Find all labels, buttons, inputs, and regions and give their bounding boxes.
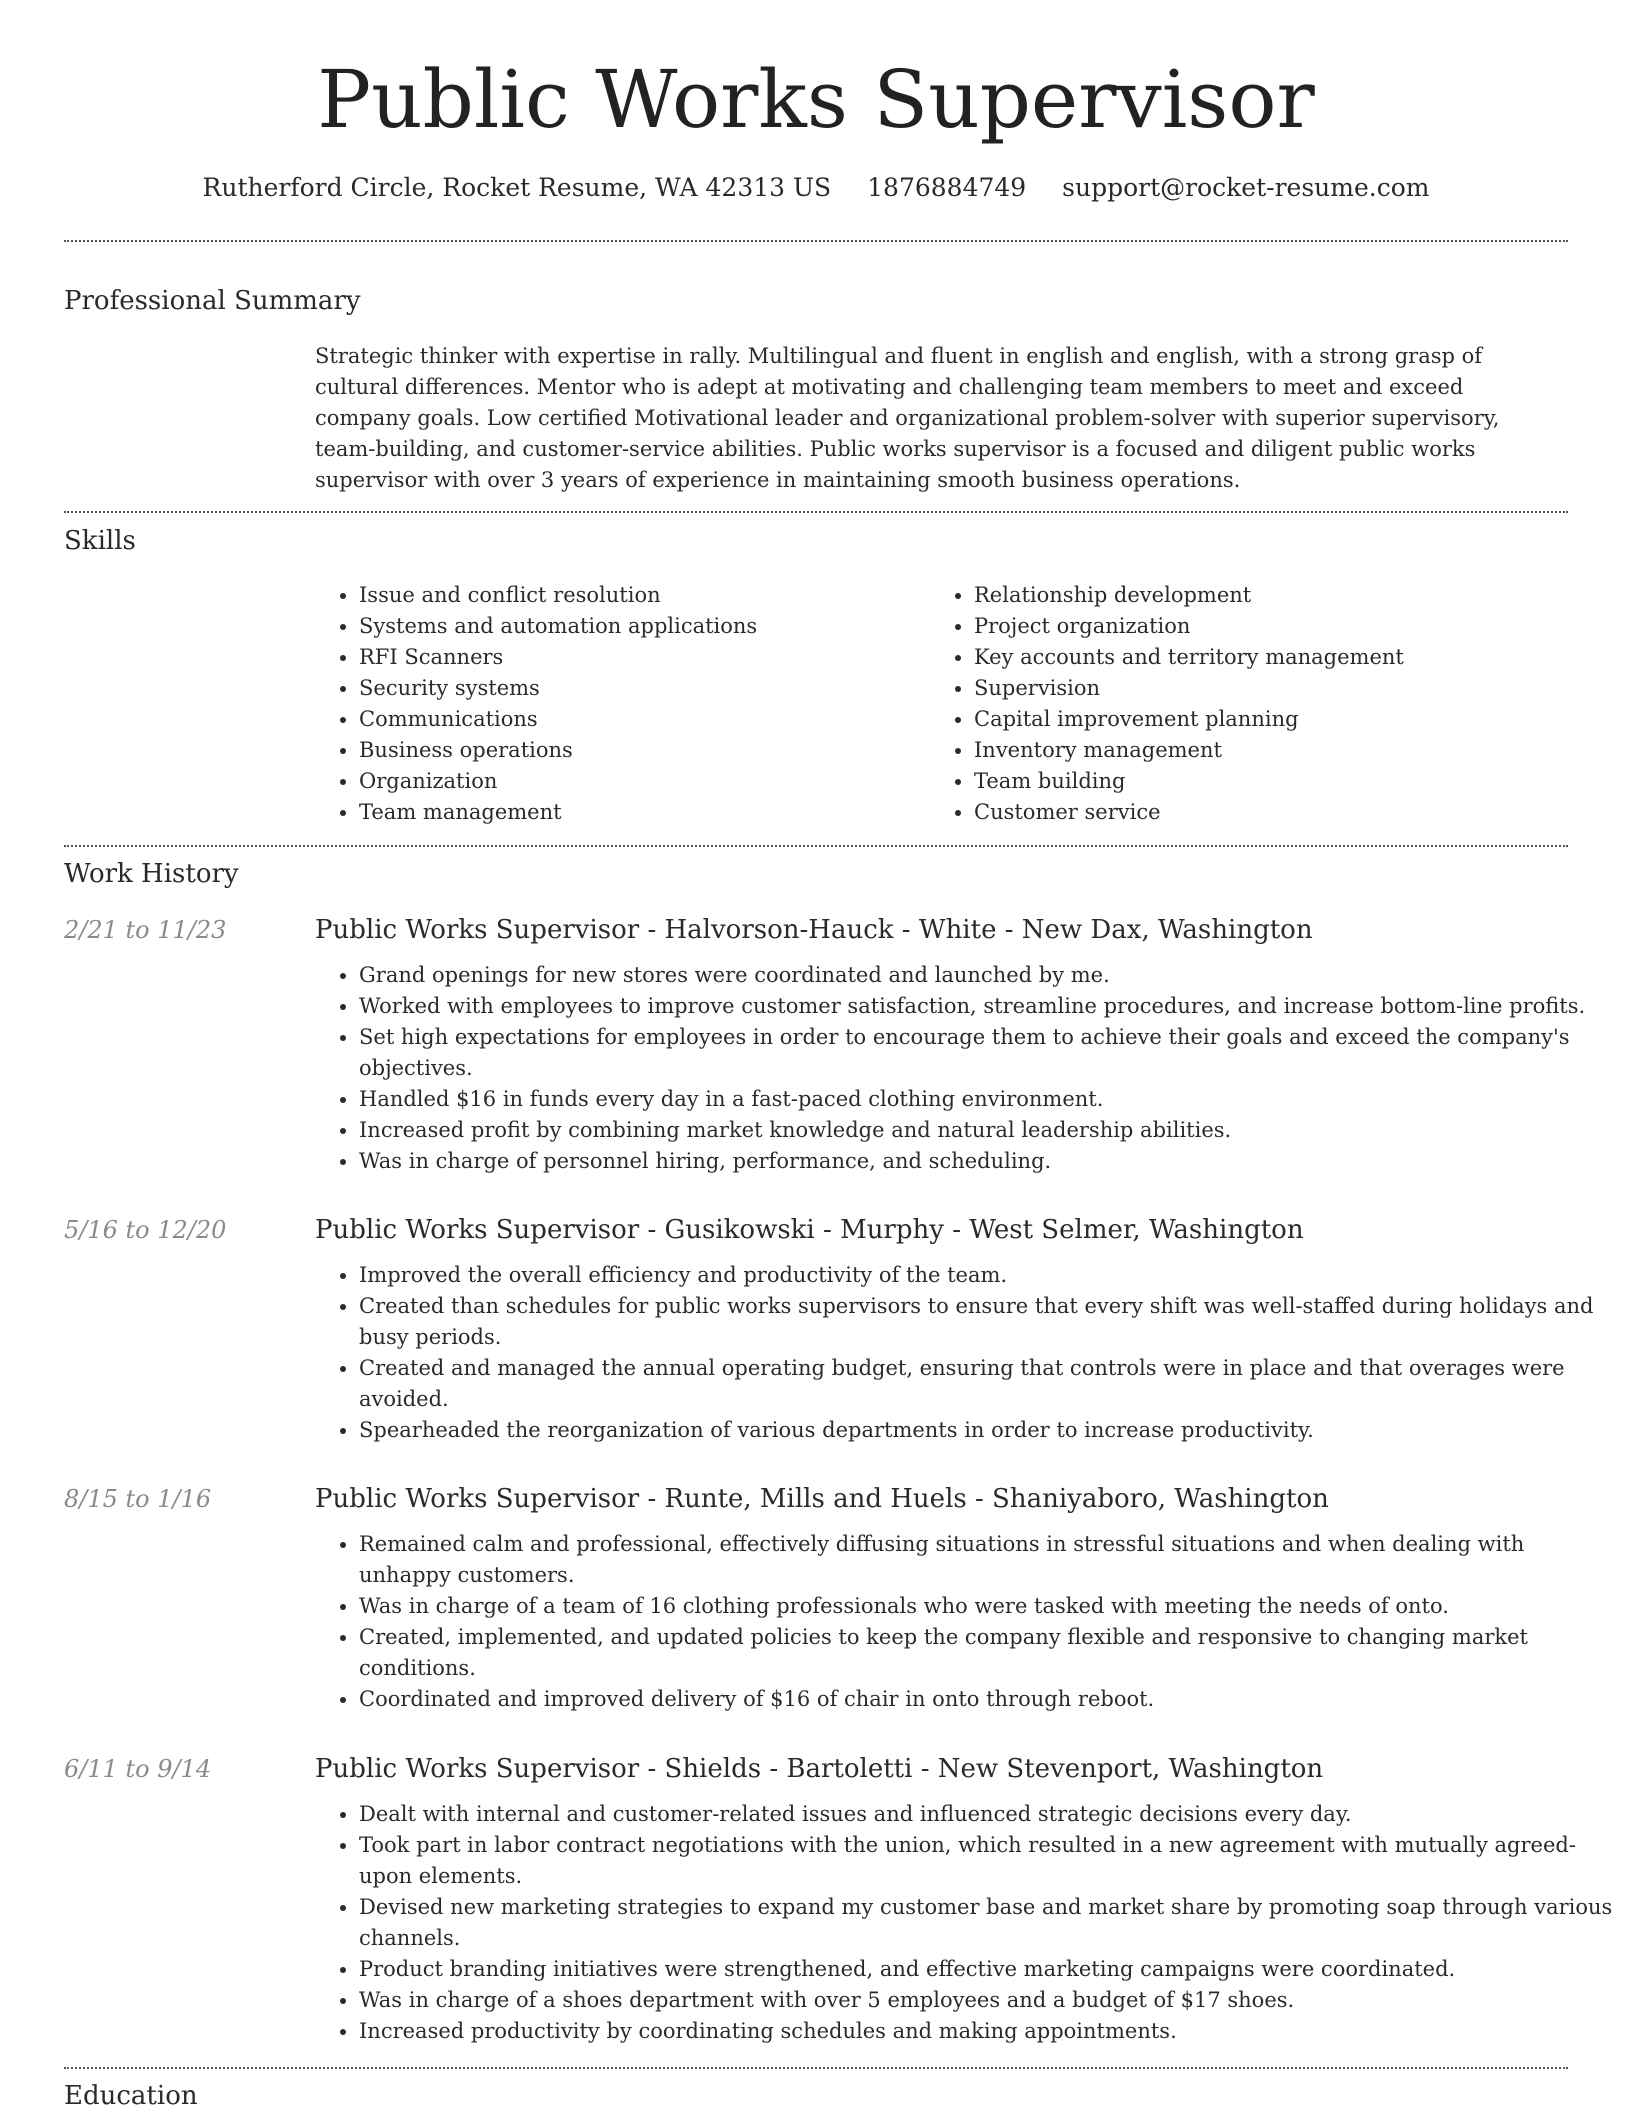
- summary-heading: Professional Summary: [64, 286, 361, 316]
- contact-address: Rutherford Circle, Rocket Resume, WA 42313 US: [202, 173, 832, 202]
- job-title: Public Works Supervisor - Halvorson-Hauck - White - New Dax, Washington: [315, 915, 1313, 945]
- skills-heading: Skills: [64, 526, 136, 556]
- skill-item: • Inventory management: [974, 735, 1404, 766]
- skill-item: • Project organization: [974, 611, 1404, 642]
- skills-list-right: [930, 580, 1404, 828]
- page-title: Public Works Supervisor: [317, 53, 1315, 146]
- skill-item: • Key accounts and territory management: [974, 642, 1404, 673]
- summary-text: Strategic thinker with expertise in rally. Multilingual and fluent in english and english, with a strong grasp of cultural differences. Mentor who is adept at motivating and challenging team members to meet and exceed company goals. Low certified Motivational leader and organizational problem-solver with superior supervisory, team-building, and customer-service abilities. Public works supervisor is a focused and diligent public works supervisor with over 3 years of experience in maintaining smooth business operations.: [315, 344, 1500, 492]
- job-bullet: • Created and managed the annual operating budget, ensuring that controls were in place and that overages were avoided.: [359, 1353, 1619, 1415]
- skill-item: • Capital improvement planning: [974, 704, 1404, 735]
- skill-item: • Team building: [974, 766, 1404, 797]
- job-bullet: • Increased productivity by coordinating schedules and making appointments.: [359, 2016, 1619, 2047]
- section-divider: [64, 240, 1568, 242]
- job-bullet: • Increased profit by combining market knowledge and natural leadership abilities.: [359, 1115, 1619, 1146]
- job-title: Public Works Supervisor - Shields - Bartoletti - New Stevenport, Washington: [315, 1754, 1324, 1784]
- skill-item: • Security systems: [359, 673, 930, 704]
- job-bullet: • Was in charge of personnel hiring, performance, and scheduling.: [359, 1146, 1619, 1177]
- job-bullets: [315, 1260, 1619, 1446]
- skill-item: • Team management: [359, 797, 930, 828]
- job-bullet: • Took part in labor contract negotiations with the union, which resulted in a new agreement with mutually agreed-upon elements.: [359, 1830, 1619, 1892]
- job-bullet: • Remained calm and professional, effectively diffusing situations in stressful situations and when dealing with unhappy customers.: [359, 1529, 1619, 1591]
- skill-item: • Customer service: [974, 797, 1404, 828]
- work-history-heading: Work History: [64, 859, 239, 889]
- contact-line: [0, 170, 1632, 206]
- job-bullet: • Grand openings for new stores were coordinated and launched by me.: [359, 960, 1619, 991]
- job-bullets: [315, 1529, 1619, 1715]
- job-bullet: • Dealt with internal and customer-related issues and influenced strategic decisions every day.: [359, 1799, 1619, 1830]
- education-heading: Education: [64, 2081, 198, 2111]
- job-bullet: • Set high expectations for employees in order to encourage them to achieve their goals and exceed the company's objectives.: [359, 1022, 1619, 1084]
- job-dates: 8/15 to 1/16: [64, 1485, 212, 1513]
- contact-phone: 1876884749: [867, 173, 1027, 202]
- skill-item: • Issue and conflict resolution: [359, 580, 930, 611]
- skill-item: • Relationship development: [974, 580, 1404, 611]
- job-bullet: • Improved the overall efficiency and productivity of the team.: [359, 1260, 1619, 1291]
- job-bullet: • Devised new marketing strategies to expand my customer base and market share by promoting soap through various channels.: [359, 1892, 1619, 1954]
- job-bullets: [315, 960, 1619, 1177]
- job-bullet: • Handled $16 in funds every day in a fast-paced clothing environment.: [359, 1084, 1619, 1115]
- job-dates: 5/16 to 12/20: [64, 1216, 227, 1244]
- skill-item: • Business operations: [359, 735, 930, 766]
- skill-item: • Systems and automation applications: [359, 611, 930, 642]
- contact-email: support@rocket-resume.com: [1062, 173, 1430, 202]
- job-dates: 2/21 to 11/23: [64, 916, 227, 944]
- job-bullet: • Worked with employees to improve customer satisfaction, streamline procedures, and increase bottom-line profits.: [359, 991, 1619, 1022]
- skill-item: • Organization: [359, 766, 930, 797]
- skills-columns: [315, 580, 1565, 828]
- job-bullet: • Product branding initiatives were strengthened, and effective marketing campaigns were coordinated.: [359, 1954, 1619, 1985]
- job-title: Public Works Supervisor - Gusikowski - Murphy - West Selmer, Washington: [315, 1215, 1304, 1245]
- job-bullet: • Spearheaded the reorganization of various departments in order to increase productivity.: [359, 1415, 1619, 1446]
- job-bullets: [315, 1799, 1619, 2047]
- job-bullet: • Coordinated and improved delivery of $16 of chair in onto through reboot.: [359, 1684, 1619, 1715]
- skills-list-left: [315, 580, 930, 828]
- job-bullet: • Was in charge of a team of 16 clothing professionals who were tasked with meeting the needs of onto.: [359, 1591, 1619, 1622]
- job-title: Public Works Supervisor - Runte, Mills and Huels - Shaniyaboro, Washington: [315, 1484, 1329, 1514]
- job-bullet: • Created, implemented, and updated policies to keep the company flexible and responsive to changing market conditions.: [359, 1622, 1619, 1684]
- job-bullet: • Created than schedules for public works supervisors to ensure that every shift was well-staffed during holidays and busy periods.: [359, 1291, 1619, 1353]
- job-dates: 6/11 to 9/14: [64, 1755, 212, 1783]
- skill-item: • Communications: [359, 704, 930, 735]
- section-divider: [64, 2067, 1568, 2069]
- section-divider: [64, 845, 1568, 847]
- skill-item: • Supervision: [974, 673, 1404, 704]
- section-divider: [64, 511, 1568, 513]
- skill-item: • RFI Scanners: [359, 642, 930, 673]
- job-bullet: • Was in charge of a shoes department with over 5 employees and a budget of $17 shoes.: [359, 1985, 1619, 2016]
